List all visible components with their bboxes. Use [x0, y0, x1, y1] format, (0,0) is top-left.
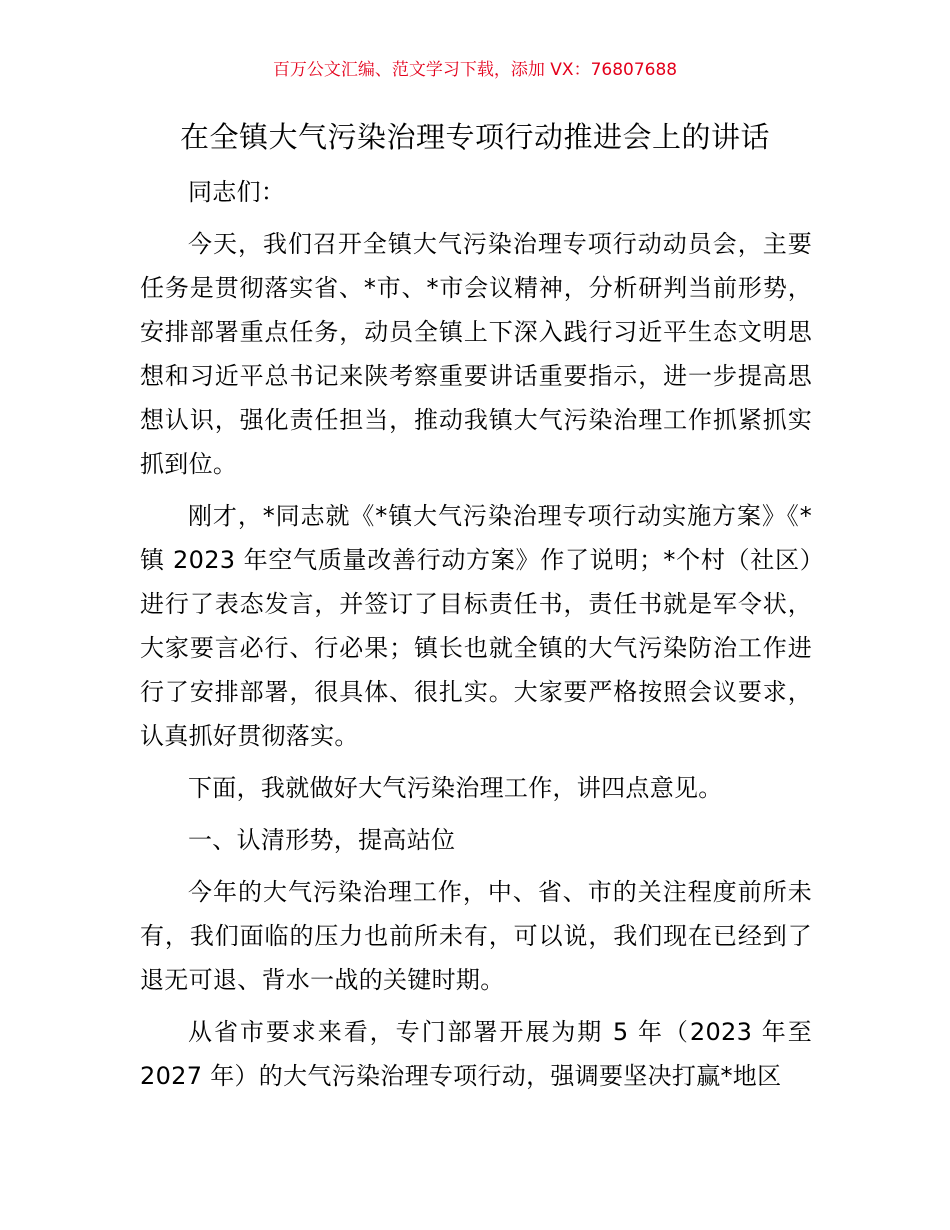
paragraph-transition: 下面，我就做好大气污染治理工作，讲四点意见。 [188, 774, 723, 802]
document-title: 在全镇大气污染治理专项行动推进会上的讲话 [179, 120, 770, 154]
paragraph-opening: 今天，我们召开全镇大气污染治理专项行动动员会，主要任务是贯彻落实省、*市、*市会议精神，分析研判当前形势，安排部署重点任务，动员全镇上下深入践行习近平生态文明思想和习近平总书记来陕考察重要讲话重要指示，进一步提高思想认识，强化责任担当，推动我镇大气污染治理工作抓紧抓实抓到位。 [140, 230, 812, 478]
section-heading-one: 一、认清形势，提高站位 [188, 826, 456, 854]
paragraph-requirements: 从省市要求来看，专门部署开展为期 5 年（2023 年至 2027 年）的大气污染治理专项行动，强调要坚决打赢*地区 [140, 1018, 812, 1090]
salutation: 同志们： [188, 178, 286, 206]
paragraph-situation: 今年的大气污染治理工作，中、省、市的关注程度前所未有，我们面临的压力也前所未有，可以说，我们现在已经到了退无可退、背水一战的关键时期。 [140, 878, 812, 994]
paragraph-review: 刚才，*同志就《*镇大气污染治理专项行动实施方案》《*镇 2023 年空气质量改善行动方案》作了说明；*个村（社区）进行了表态发言，并签订了目标责任书，责任书就是军令状，大家要言必行、行必果；镇长也就全镇的大气污染防治工作进行了安排部署，很具体、很扎实。大家要严格按照会议要求，认真抓好贯彻落实。 [140, 502, 812, 750]
document-body [140, 170, 812, 1106]
header-banner: 百万公文汇编、范文学习下载，添加 VX：76807688 [272, 60, 678, 80]
